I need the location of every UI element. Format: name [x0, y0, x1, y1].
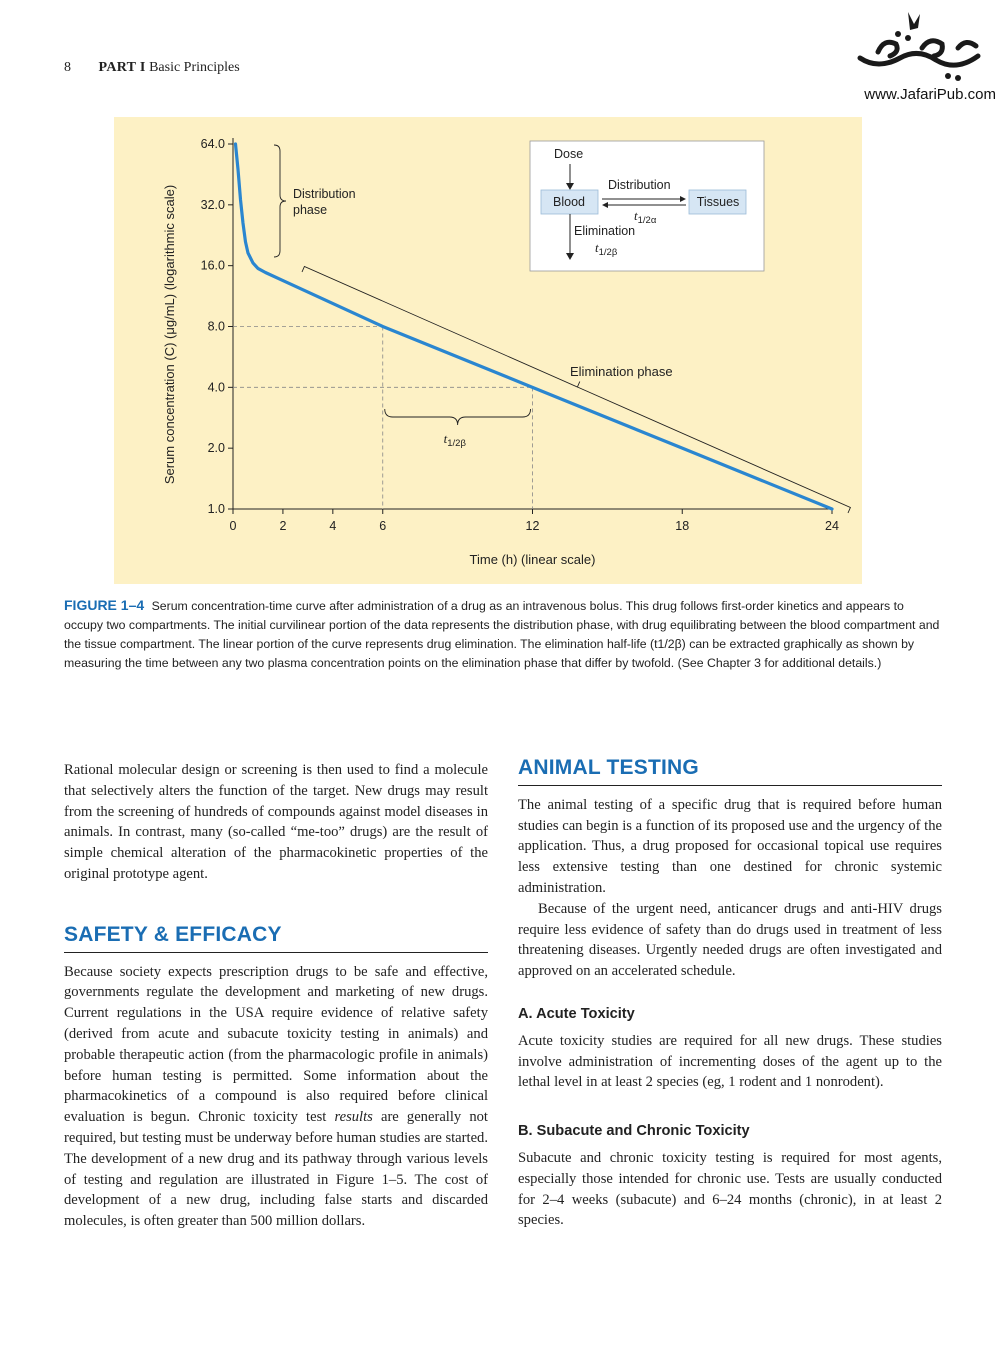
safety-paragraph [64, 962, 488, 1232]
safety-text-1: Because society expects prescription drugs to be safe and effective, governments regulate the development and marketing of new drugs. Current regulations in the USA require evidence of relative safety (derived from acute and subacute toxicity testing in animals) and probable therapeutic action (from the pharmacologic profile in animals) before human testing is permitted. Some information about the pharmacokinetics of a compound is also required before clinical evaluation is begun. Chronic toxicity test [64, 963, 488, 1126]
subacute-toxicity-paragraph: Subacute and chronic toxicity testing is required for most agents, especially those intended for chronic use. Tests are usually conducted for 2–4 weeks (subacute) and 6–24 months (chronic), in at least 2 species. [518, 1149, 942, 1229]
figure-label: FIGURE 1–4 [64, 597, 145, 613]
x-tick-label: 4 [329, 519, 337, 533]
subacute-toxicity-heading: B. Subacute and Chronic Toxicity [518, 1123, 750, 1140]
elimination-phase-label: Elimination phase [570, 364, 673, 379]
x-axis-label: Time (h) (linear scale) [469, 552, 596, 567]
acute-toxicity-heading: A. Acute Toxicity [518, 1005, 635, 1022]
y-tick-label: 2.0 [207, 441, 225, 456]
safety-italic: results [334, 1109, 373, 1126]
distribution-label: Distribution [608, 178, 671, 192]
x-tick-label: 0 [229, 519, 237, 533]
acute-toxicity-paragraph: Acute toxicity studies are required for all new drugs. These studies involve administration of incrementing doses of the agent up to the lethal level in at least 2 species (eg, 1 rodent and 1 nonrodent). [518, 1032, 942, 1091]
running-header [64, 60, 240, 76]
left-column [64, 760, 488, 1232]
blood-label: Blood [553, 195, 585, 209]
distribution-phase-brace [274, 145, 286, 257]
x-tick-label: 6 [379, 519, 387, 533]
part-label: PART I [98, 60, 146, 75]
y-tick-label: 16.0 [200, 258, 225, 273]
x-tick-label: 24 [825, 519, 839, 533]
y-tick-label: 64.0 [200, 137, 225, 151]
t-half-alpha-label: $t_{1/2\alpha}$ [634, 208, 657, 226]
half-life-label: $t_{1/2\beta}$ [443, 431, 466, 449]
safety-text-2: are generally not required, but testing must be underway before human studies are started. The development of a new drug and its pathway through various levels of testing and regulation are illustrated in Figure 1–5. The cost of development of a new drug, including false starts and discarded molecules, is often greater than 500 million dollars. [64, 1109, 488, 1230]
x-tick-label: 18 [675, 519, 690, 533]
right-column [518, 758, 942, 1231]
distribution-phase-label-2: phase [293, 203, 328, 217]
y-tick-label: 8.0 [207, 319, 225, 334]
x-tick-label: 2 [279, 519, 287, 533]
animal-testing-heading: ANIMAL TESTING [518, 758, 942, 786]
concentration-time-chart [114, 117, 862, 584]
animal-paragraph-2: Because of the urgent need, anticancer drugs and anti-HIV drugs require less evidence of safety than do drugs used in treatment of less threatening diseases. Urgently needed drugs are often investigated and approved on an accelerated schedule. [518, 900, 942, 980]
y-tick-label: 32.0 [200, 197, 225, 212]
part-title: Basic Principles [149, 60, 240, 75]
elimination-label: Elimination [574, 224, 636, 238]
dose-label: Dose [554, 147, 584, 161]
y-axis-label: Serum concentration (C) (μg/mL) (logarithmic scale) [162, 184, 177, 485]
tissues-label: Tissues [696, 195, 740, 209]
distribution-phase-label-1: Distribution [293, 187, 356, 201]
figure-panel [114, 117, 862, 584]
y-tick-label: 1.0 [207, 502, 225, 516]
x-tick-label: 12 [525, 519, 540, 533]
intro-paragraph: Rational molecular design or screening is then used to find a molecule that selectively alters the function of the target. New drugs may result from the screening of hundreds of compounds against model diseases in animals. In contrast, many (so-called “me-too” drugs) are the result of simple chemical alteration of the pharmacokinetic properties of the original prototype agent. [64, 762, 488, 882]
figure-caption [64, 596, 944, 673]
elimination-phase-brace [302, 267, 850, 514]
caption-text: Serum concentration-time curve after administration of a drug as an intravenous bolus. This drug follows first-order kinetics and appears to occupy two compartments. The initial curvilinear portion of the data represents the distribution phase, with drug equilibrating between the blood compartment and the tissue compartment. The linear portion of the curve represents drug elimination. The elimination half-life (t1/2β) can be extracted graphically as shown by measuring the time between any two plasma concentration points on the elimination phase that differ by twofold. (See Chapter 3 for additional details.) [64, 599, 940, 670]
animal-paragraph-1: The animal testing of a specific drug that is required before human studies can begin is a function of its proposed use and the urgency of the application. Thus, a drug proposed for occasional topical use requires less extensive testing than one destined for chronic systemic administration. [518, 796, 942, 896]
t-half-beta-label: $t_{1/2\beta}$ [595, 240, 618, 258]
y-tick-label: 4.0 [207, 380, 225, 395]
half-life-brace [385, 409, 531, 425]
publisher-url: www.JafariPub.com [864, 86, 996, 103]
page-number: 8 [64, 60, 71, 75]
safety-heading: SAFETY & EFFICACY [64, 925, 488, 953]
